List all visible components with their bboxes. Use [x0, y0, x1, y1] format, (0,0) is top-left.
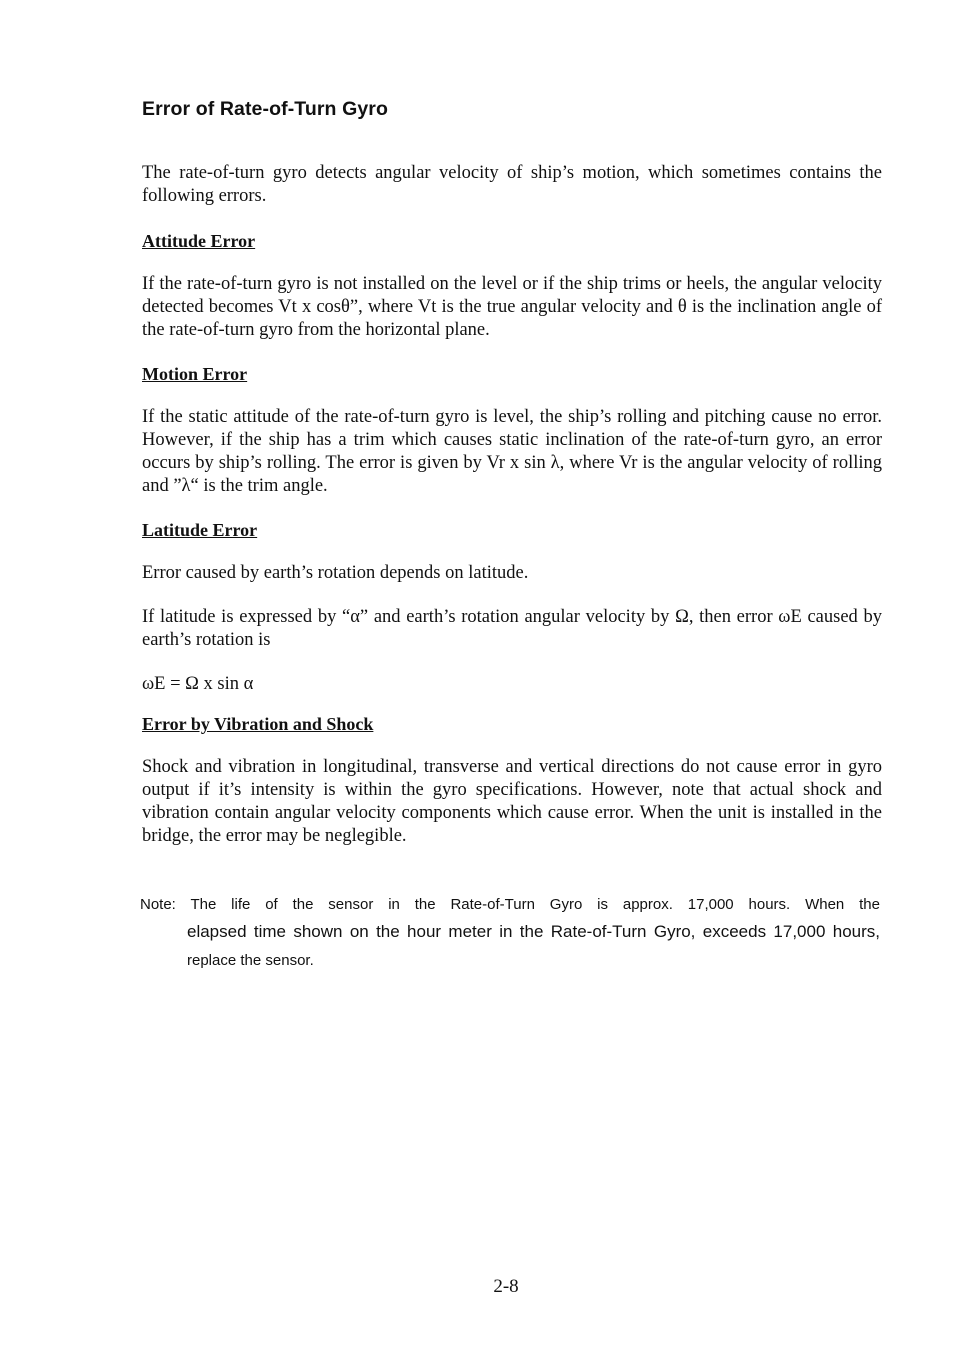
latitude-error-paragraph-1: Error caused by earth’s rotation depends on latitude.: [142, 563, 529, 583]
motion-error-paragraph: If the static attitude of the rate-of-turn gyro is level, the ship’s rolling and pitching cause no error. However, if the ship has a trim which causes static inclination of the rate-of-turn gyro, an error occurs by ship’s rolling. The error is given by Vr x sin λ, where Vr is the angular velocity of rolling and ”λ“ is the trim angle.: [142, 407, 882, 496]
document-body: [142, 98, 882, 869]
latitude-error-paragraph-2: If latitude is expressed by “α” and earth’s rotation angular velocity by Ω, then error ωE caused by earth’s rotation is: [142, 607, 882, 650]
section-heading-latitude-error: Latitude Error: [142, 520, 258, 540]
note-line-3: replace the sensor.: [187, 952, 314, 969]
vibration-shock-paragraph: Shock and vibration in longitudinal, transverse and vertical directions do not cause error in gyro output if it’s intensity is within the gyro specifications. However, note that actual shock and vibration contain angular velocity components which cause error. When the unit is installed in the bridge, the error may be neglegible.: [142, 757, 882, 846]
sensor-life-note: [140, 893, 880, 975]
section-heading-attitude-error: Attitude Error: [142, 231, 256, 251]
page-title: Error of Rate-of-Turn Gyro: [142, 98, 388, 120]
intro-paragraph: The rate-of-turn gyro detects angular velocity of ship’s motion, which sometimes contains the following errors.: [142, 163, 882, 206]
section-heading-vibration-shock: Error by Vibration and Shock: [142, 714, 374, 734]
note-line-2: elapsed time shown on the hour meter in the Rate-of-Turn Gyro, exceeds 17,000 hours,: [187, 922, 880, 941]
note-line-1: Note: The life of the sensor in the Rate-of-Turn Gyro is approx. 17,000 hours. When the: [140, 896, 880, 913]
latitude-error-formula: ωE = Ω x sin α: [142, 674, 254, 694]
page-number: 2-8: [493, 1276, 519, 1297]
note-continuation: [187, 917, 880, 975]
section-heading-motion-error: Motion Error: [142, 364, 248, 384]
attitude-error-paragraph: If the rate-of-turn gyro is not installed on the level or if the ship trims or heels, the angular velocity detected becomes Vt x cosθ”, where Vt is the true angular velocity and θ is the inclination angle of the rate-of-turn gyro from the horizontal plane.: [142, 274, 882, 340]
